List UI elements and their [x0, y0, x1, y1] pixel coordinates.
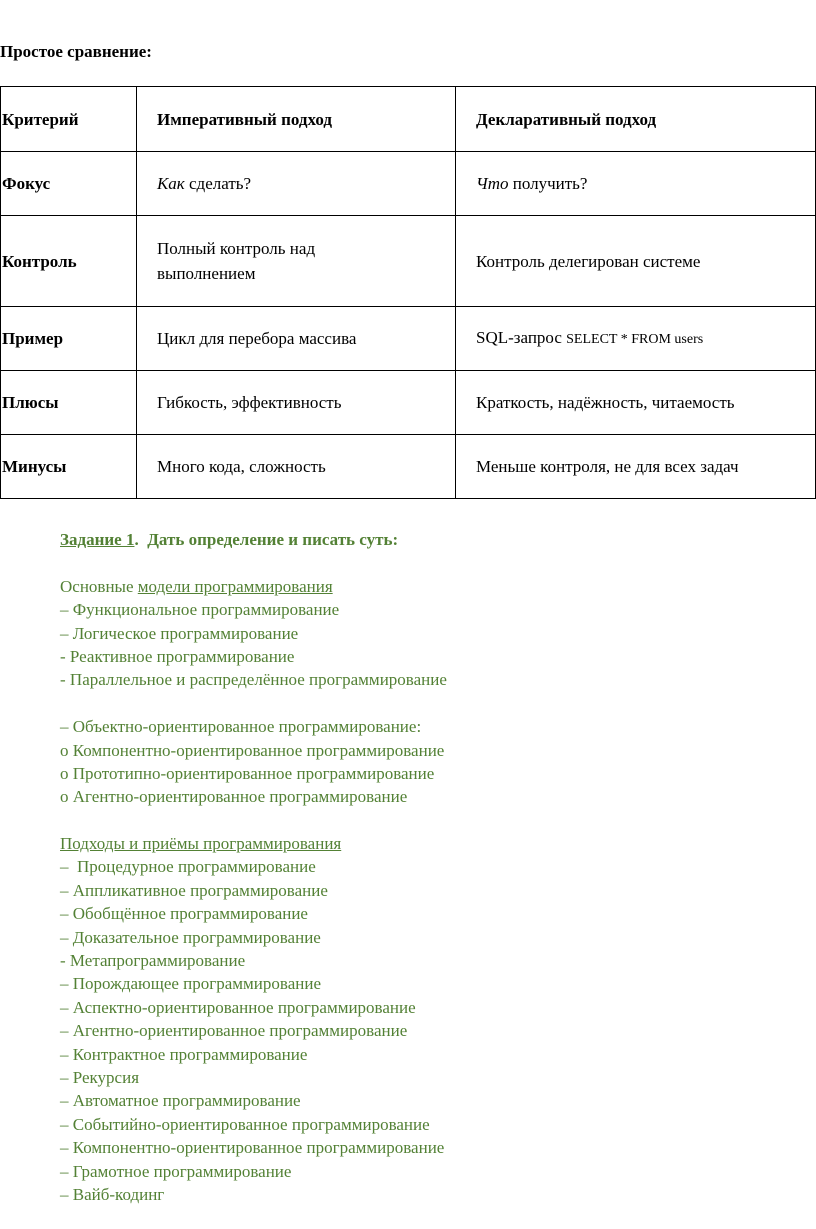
- row-imperative: [137, 152, 456, 216]
- models-intro-prefix: Основные: [60, 576, 138, 596]
- models-link: модели программирования: [137, 576, 333, 596]
- decl-emphasis: Что: [476, 174, 509, 193]
- list-item: - Параллельное и распределённое программирование: [60, 670, 447, 690]
- list-item: – Аппликативное программирование: [60, 880, 328, 900]
- list-item: – Функциональное программирование: [60, 600, 340, 620]
- row-declarative: Краткость, надёжность, читаемость: [456, 371, 816, 435]
- header-declarative: Декларативный подход: [456, 87, 816, 152]
- row-imperative: [137, 216, 456, 307]
- list-item: – Событийно-ориентированное программирование: [60, 1114, 430, 1134]
- row-declarative: [456, 307, 816, 371]
- list-item: – Автоматное программирование: [60, 1091, 301, 1111]
- table-row: [1, 371, 816, 435]
- row-criterion: Контроль: [1, 216, 137, 307]
- table-row: [1, 435, 816, 499]
- spacer: [60, 692, 447, 715]
- list-item: o Компонентно-ориентированное программирование: [60, 740, 445, 760]
- decl-text: получить?: [508, 174, 588, 193]
- list-item: – Вайб-кодинг: [60, 1184, 165, 1204]
- row-criterion: Плюсы: [1, 371, 137, 435]
- models-intro: [60, 575, 447, 598]
- list-item: – Контрактное программирование: [60, 1044, 308, 1064]
- imp-line-1: Полный контроль над: [157, 239, 316, 258]
- row-declarative: [456, 152, 816, 216]
- oop-item: – Объектно-ориентированное программирование:: [60, 717, 422, 737]
- row-declarative: Меньше контроля, не для всех задач: [456, 435, 816, 499]
- comparison-table: [0, 86, 816, 499]
- table-row: [1, 152, 816, 216]
- spacer: [60, 809, 447, 832]
- imp-line-2: выполнением: [157, 264, 256, 283]
- header-imperative: Императивный подход: [137, 87, 456, 152]
- table-row: [1, 216, 816, 307]
- list-item: – Доказательное программирование: [60, 927, 321, 947]
- list-item: – Компонентно-ориентированное программирование: [60, 1138, 445, 1158]
- decl-main: SQL-запрос: [476, 328, 567, 347]
- task-instruction: . Дать определение и писать суть:: [134, 530, 399, 549]
- list-item: – Аспектно-ориентированное программирование: [60, 997, 416, 1017]
- table-row: [1, 307, 816, 371]
- row-criterion: Фокус: [1, 152, 137, 216]
- task-label: Задание 1: [60, 530, 135, 549]
- decl-code: SELECT * FROM users: [566, 332, 704, 347]
- row-imperative: Гибкость, эффективность: [137, 371, 456, 435]
- row-criterion: Минусы: [1, 435, 137, 499]
- list-item: – Агентно-ориентированное программирование: [60, 1021, 408, 1041]
- header-criterion: Критерий: [1, 87, 137, 152]
- list-item: – Грамотное программирование: [60, 1161, 292, 1181]
- task-heading: [60, 528, 447, 551]
- row-declarative: Контроль делегирован системе: [456, 216, 816, 307]
- list-item: - Реактивное программирование: [60, 646, 295, 666]
- list-item: o Агентно-ориентированное программирование: [60, 787, 408, 807]
- list-item: o Прототипно-ориентированное программирование: [60, 763, 435, 783]
- imp-text: сделать?: [184, 174, 252, 193]
- spacer: [60, 551, 447, 574]
- row-criterion: Пример: [1, 307, 137, 371]
- row-imperative: Много кода, сложность: [137, 435, 456, 499]
- list-item: - Метапрограммирование: [60, 951, 246, 971]
- imp-emphasis: Как: [157, 174, 185, 193]
- page-title: Простое сравнение:: [0, 42, 152, 61]
- list-item: – Процедурное программирование: [60, 857, 316, 877]
- task-section: [60, 528, 447, 1206]
- approaches-heading: Подходы и приёмы программирования: [60, 834, 342, 854]
- list-item: – Логическое программирование: [60, 623, 299, 643]
- table-header-row: [1, 87, 816, 152]
- list-item: – Обобщённое программирование: [60, 904, 308, 924]
- list-item: – Рекурсия: [60, 1067, 140, 1087]
- row-imperative: Цикл для перебора массива: [137, 307, 456, 371]
- list-item: – Порождающее программирование: [60, 974, 321, 994]
